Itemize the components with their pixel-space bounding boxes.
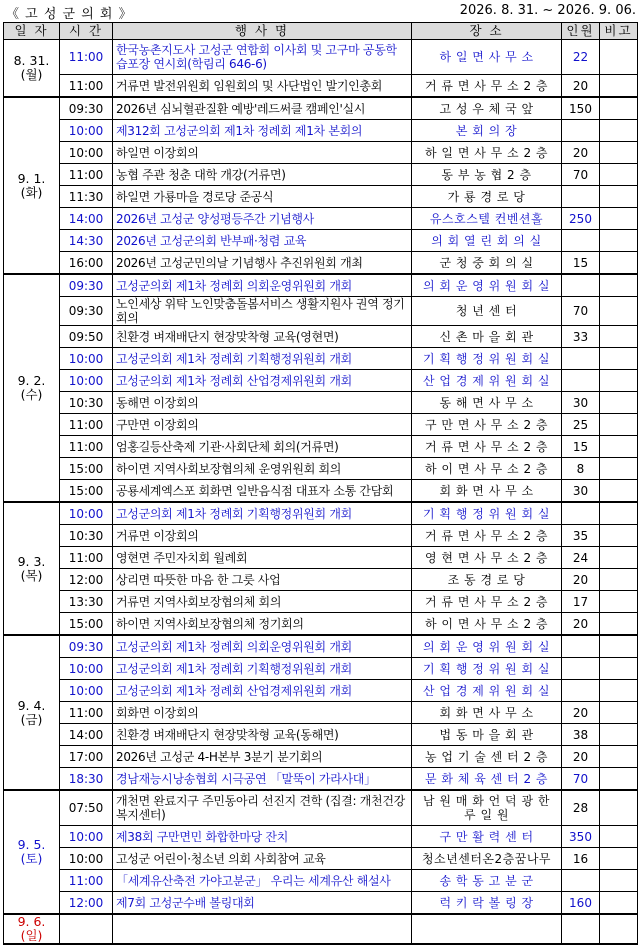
event-place: 하 이 면 사 무 소 2 층 bbox=[412, 613, 562, 636]
event-note bbox=[600, 826, 638, 848]
event-note bbox=[600, 142, 638, 164]
event-name: 하일면 가룡마을 경로당 준공식 bbox=[113, 186, 412, 208]
event-time: 11:00 bbox=[60, 75, 113, 98]
event-place: 구 만 활 력 센 터 bbox=[412, 826, 562, 848]
empty-cell bbox=[60, 914, 113, 944]
event-name: 고성군의회 제1차 정례회 의회운영위원회 개회 bbox=[113, 274, 412, 297]
event-note bbox=[600, 547, 638, 569]
day-date: 9. 6.(일) bbox=[4, 914, 60, 944]
empty-cell bbox=[412, 914, 562, 944]
table-row bbox=[4, 746, 638, 768]
event-place: 의 회 운 영 위 원 회 실 bbox=[412, 274, 562, 297]
event-place: 거 류 면 사 무 소 2 층 bbox=[412, 436, 562, 458]
event-name: 고성군의회 제1차 정례회 의회운영위원회 개회 bbox=[113, 635, 412, 658]
event-note bbox=[600, 252, 638, 275]
table-row bbox=[4, 502, 638, 525]
table-row bbox=[4, 724, 638, 746]
table-row bbox=[4, 547, 638, 569]
event-note bbox=[600, 848, 638, 870]
event-count: 70 bbox=[562, 164, 600, 186]
event-note bbox=[600, 635, 638, 658]
day-row-empty bbox=[4, 914, 638, 944]
table-row bbox=[4, 120, 638, 142]
event-name: 거류면 지역사회보장협의체 회의 bbox=[113, 591, 412, 613]
event-place: 본 회 의 장 bbox=[412, 120, 562, 142]
event-count bbox=[562, 274, 600, 297]
event-name: 거류면 이장회의 bbox=[113, 525, 412, 547]
event-name: 한국농촌지도사 고성군 연합회 이사회 및 고구마 공동학습포장 연시회(학림리 646-6) bbox=[113, 40, 412, 75]
event-name: 노인세상 위탁 노인맞춤돌봄서비스 생활지원사 권역 정기회의 bbox=[113, 297, 412, 326]
event-time: 14:00 bbox=[60, 208, 113, 230]
event-name: 「세계유산축전 가야고분군」 우리는 세계유산 해설사 bbox=[113, 870, 412, 892]
event-count: 35 bbox=[562, 525, 600, 547]
event-note bbox=[600, 458, 638, 480]
event-place: 가 룡 경 로 당 bbox=[412, 186, 562, 208]
table-row bbox=[4, 186, 638, 208]
col-event: 행 사 명 bbox=[113, 23, 412, 40]
event-note bbox=[600, 120, 638, 142]
event-place: 의 회 열 린 회 의 실 bbox=[412, 230, 562, 252]
event-note bbox=[600, 414, 638, 436]
event-name: 상리면 따뜻한 마음 한 그릇 사업 bbox=[113, 569, 412, 591]
table-row bbox=[4, 658, 638, 680]
event-count: 20 bbox=[562, 569, 600, 591]
event-count bbox=[562, 502, 600, 525]
table-row bbox=[4, 97, 638, 120]
event-time: 17:00 bbox=[60, 746, 113, 768]
event-name: 고성군 어린이·청소년 의회 사회참여 교육 bbox=[113, 848, 412, 870]
event-time: 10:00 bbox=[60, 848, 113, 870]
table-row bbox=[4, 392, 638, 414]
event-count: 20 bbox=[562, 142, 600, 164]
event-name: 2026년 고성군의회 반부패·청렴 교육 bbox=[113, 230, 412, 252]
event-place: 남 원 매 화 언 덕 광 한 루 일 원 bbox=[412, 790, 562, 826]
event-time: 10:00 bbox=[60, 142, 113, 164]
event-name: 구만면 이장회의 bbox=[113, 414, 412, 436]
event-count: 70 bbox=[562, 297, 600, 326]
event-place: 농 업 기 술 센 터 2 층 bbox=[412, 746, 562, 768]
event-note bbox=[600, 392, 638, 414]
table-row bbox=[4, 414, 638, 436]
event-time: 11:00 bbox=[60, 164, 113, 186]
event-note bbox=[600, 870, 638, 892]
event-place: 군 청 중 회 의 실 bbox=[412, 252, 562, 275]
event-place: 거 류 면 사 무 소 2 층 bbox=[412, 525, 562, 547]
event-time: 14:00 bbox=[60, 724, 113, 746]
event-count: 28 bbox=[562, 790, 600, 826]
event-note bbox=[600, 97, 638, 120]
event-place: 하 이 면 사 무 소 2 층 bbox=[412, 458, 562, 480]
event-name: 2026년 고성군 4-H본부 3분기 분기회의 bbox=[113, 746, 412, 768]
event-note bbox=[600, 370, 638, 392]
table-row bbox=[4, 348, 638, 370]
event-note bbox=[600, 768, 638, 791]
event-time: 16:00 bbox=[60, 252, 113, 275]
event-note bbox=[600, 480, 638, 503]
event-name: 공룡세계엑스포 회화면 일반음식점 대표자 소통 간담회 bbox=[113, 480, 412, 503]
event-note bbox=[600, 569, 638, 591]
event-time: 10:00 bbox=[60, 370, 113, 392]
schedule-table bbox=[3, 22, 638, 945]
event-note bbox=[600, 348, 638, 370]
event-count: 38 bbox=[562, 724, 600, 746]
event-time: 18:30 bbox=[60, 768, 113, 791]
event-place: 럭 키 락 볼 링 장 bbox=[412, 892, 562, 915]
event-count: 30 bbox=[562, 392, 600, 414]
event-count bbox=[562, 658, 600, 680]
event-name: 농협 주관 청춘 대학 개강(거류면) bbox=[113, 164, 412, 186]
event-note bbox=[600, 525, 638, 547]
event-time: 11:00 bbox=[60, 702, 113, 724]
event-place: 회 화 면 사 무 소 bbox=[412, 702, 562, 724]
table-row bbox=[4, 142, 638, 164]
table-row bbox=[4, 297, 638, 326]
day-date: 8. 31. (월) bbox=[4, 40, 60, 98]
event-note bbox=[600, 658, 638, 680]
event-count bbox=[562, 680, 600, 702]
event-place: 산 업 경 제 위 원 회 실 bbox=[412, 370, 562, 392]
event-time: 12:00 bbox=[60, 569, 113, 591]
event-count: 8 bbox=[562, 458, 600, 480]
event-name: 고성군의회 제1차 정례회 기획행정위원회 개회 bbox=[113, 348, 412, 370]
event-place: 거 류 면 사 무 소 2 층 bbox=[412, 591, 562, 613]
event-note bbox=[600, 164, 638, 186]
col-count: 인원 bbox=[562, 23, 600, 40]
event-count: 20 bbox=[562, 746, 600, 768]
table-row bbox=[4, 274, 638, 297]
event-name: 고성군의회 제1차 정례회 산업경제위원회 개회 bbox=[113, 370, 412, 392]
table-row bbox=[4, 826, 638, 848]
table-row bbox=[4, 635, 638, 658]
col-note: 비고 bbox=[600, 23, 638, 40]
event-note bbox=[600, 591, 638, 613]
table-row bbox=[4, 208, 638, 230]
col-date: 일 자 bbox=[4, 23, 60, 40]
event-name: 친환경 벼재배단지 현장맞착형 교육(동해면) bbox=[113, 724, 412, 746]
event-name: 고성군의회 제1차 정례회 산업경제위원회 개회 bbox=[113, 680, 412, 702]
event-note bbox=[600, 40, 638, 75]
event-time: 15:00 bbox=[60, 480, 113, 503]
event-time: 10:00 bbox=[60, 826, 113, 848]
event-count: 24 bbox=[562, 547, 600, 569]
event-time: 09:50 bbox=[60, 326, 113, 348]
day-date: 9. 1. (화) bbox=[4, 97, 60, 274]
event-place: 영 현 면 사 무 소 2 층 bbox=[412, 547, 562, 569]
event-count bbox=[562, 370, 600, 392]
event-count: 250 bbox=[562, 208, 600, 230]
event-time: 13:30 bbox=[60, 591, 113, 613]
empty-cell bbox=[113, 914, 412, 944]
event-count bbox=[562, 120, 600, 142]
event-time: 09:30 bbox=[60, 97, 113, 120]
event-time: 11:00 bbox=[60, 436, 113, 458]
event-count: 70 bbox=[562, 768, 600, 791]
table-row bbox=[4, 40, 638, 75]
event-name: 하일면 이장회의 bbox=[113, 142, 412, 164]
event-time: 10:30 bbox=[60, 525, 113, 547]
event-time: 11:00 bbox=[60, 547, 113, 569]
event-place: 기 획 행 정 위 원 회 실 bbox=[412, 658, 562, 680]
event-name: 동해면 이장회의 bbox=[113, 392, 412, 414]
council-title: 《 고 성 군 의 회 》 bbox=[6, 7, 133, 22]
event-time: 09:30 bbox=[60, 297, 113, 326]
event-name: 고성군의회 제1차 정례회 기획행정위원회 개회 bbox=[113, 658, 412, 680]
event-place: 송 학 동 고 분 군 bbox=[412, 870, 562, 892]
event-time: 09:30 bbox=[60, 635, 113, 658]
day-date: 9. 3.(목) bbox=[4, 502, 60, 635]
event-count bbox=[562, 870, 600, 892]
event-place: 하 일 면 사 무 소 2 층 bbox=[412, 142, 562, 164]
event-place: 유스호스텔 컨벤션홀 bbox=[412, 208, 562, 230]
event-note bbox=[600, 724, 638, 746]
event-place: 구 만 면 사 무 소 2 층 bbox=[412, 414, 562, 436]
col-place: 장 소 bbox=[412, 23, 562, 40]
event-count bbox=[562, 230, 600, 252]
event-place: 고 성 우 체 국 앞 bbox=[412, 97, 562, 120]
event-place: 문 화 체 육 센 터 2 층 bbox=[412, 768, 562, 791]
event-place: 동 해 면 사 무 소 bbox=[412, 392, 562, 414]
event-time: 07:50 bbox=[60, 790, 113, 826]
date-range: 2026. 8. 31. ~ 2026. 9. 06. bbox=[459, 3, 636, 18]
table-row bbox=[4, 525, 638, 547]
day-date: 9. 4.(금) bbox=[4, 635, 60, 790]
event-name: 회화면 이장회의 bbox=[113, 702, 412, 724]
event-place: 의 회 운 영 위 원 회 실 bbox=[412, 635, 562, 658]
event-time: 15:00 bbox=[60, 458, 113, 480]
table-row bbox=[4, 680, 638, 702]
event-place: 기 획 행 정 위 원 회 실 bbox=[412, 502, 562, 525]
event-time: 10:00 bbox=[60, 680, 113, 702]
event-count bbox=[562, 348, 600, 370]
table-row bbox=[4, 75, 638, 98]
event-count: 20 bbox=[562, 613, 600, 636]
event-name: 고성군의회 제1차 정례회 기획행정위원회 개회 bbox=[113, 502, 412, 525]
event-place: 하 일 면 사 무 소 bbox=[412, 40, 562, 75]
event-place: 청소년센터온2층꿈나무 bbox=[412, 848, 562, 870]
event-place: 거 류 면 사 무 소 2 층 bbox=[412, 75, 562, 98]
event-time: 10:00 bbox=[60, 120, 113, 142]
event-count: 22 bbox=[562, 40, 600, 75]
event-note bbox=[600, 297, 638, 326]
event-count bbox=[562, 635, 600, 658]
event-place: 동 부 농 협 2 층 bbox=[412, 164, 562, 186]
event-name: 하이면 지역사회보장협의체 정기회의 bbox=[113, 613, 412, 636]
event-note bbox=[600, 326, 638, 348]
event-name: 2026년 고성군민의날 기념행사 추진위원회 개최 bbox=[113, 252, 412, 275]
event-name: 제312회 고성군의회 제1차 정례회 제1차 본회의 bbox=[113, 120, 412, 142]
event-time: 12:00 bbox=[60, 892, 113, 915]
event-note bbox=[600, 186, 638, 208]
event-name: 하이면 지역사회보장협의체 운영위원회 회의 bbox=[113, 458, 412, 480]
table-row bbox=[4, 326, 638, 348]
day-date: 9. 2. (수) bbox=[4, 274, 60, 502]
empty-cell bbox=[600, 914, 638, 944]
event-count: 16 bbox=[562, 848, 600, 870]
event-count: 25 bbox=[562, 414, 600, 436]
event-note bbox=[600, 274, 638, 297]
table-row bbox=[4, 164, 638, 186]
schedule-header bbox=[0, 0, 640, 22]
event-time: 11:00 bbox=[60, 40, 113, 75]
event-name: 제38회 구만면민 화합한마당 잔치 bbox=[113, 826, 412, 848]
event-place: 신 촌 마 을 회 관 bbox=[412, 326, 562, 348]
table-row bbox=[4, 458, 638, 480]
table-row bbox=[4, 370, 638, 392]
event-count: 160 bbox=[562, 892, 600, 915]
table-row bbox=[4, 480, 638, 503]
table-row bbox=[4, 230, 638, 252]
event-count: 150 bbox=[562, 97, 600, 120]
event-note bbox=[600, 680, 638, 702]
table-row bbox=[4, 768, 638, 791]
event-count bbox=[562, 186, 600, 208]
event-count: 15 bbox=[562, 252, 600, 275]
event-count: 33 bbox=[562, 326, 600, 348]
table-row bbox=[4, 870, 638, 892]
event-time: 10:30 bbox=[60, 392, 113, 414]
event-note bbox=[600, 75, 638, 98]
event-name: 경남재능시낭송협회 시극공연 「말뚝이 가라사대」 bbox=[113, 768, 412, 791]
table-row bbox=[4, 892, 638, 915]
event-name: 제7회 고성군수배 볼링대회 bbox=[113, 892, 412, 915]
event-note bbox=[600, 208, 638, 230]
event-time: 11:30 bbox=[60, 186, 113, 208]
event-count: 30 bbox=[562, 480, 600, 503]
event-name: 2026년 심뇌혈관질환 예방'레드써클 캠페인'실시 bbox=[113, 97, 412, 120]
col-time: 시 간 bbox=[60, 23, 113, 40]
table-row bbox=[4, 591, 638, 613]
event-place: 조 동 경 로 당 bbox=[412, 569, 562, 591]
event-place: 법 동 마 을 회 관 bbox=[412, 724, 562, 746]
table-row bbox=[4, 569, 638, 591]
event-time: 10:00 bbox=[60, 658, 113, 680]
event-note bbox=[600, 230, 638, 252]
event-note bbox=[600, 613, 638, 636]
event-count: 15 bbox=[562, 436, 600, 458]
event-count: 20 bbox=[562, 75, 600, 98]
event-name: 영현면 주민자치회 월례회 bbox=[113, 547, 412, 569]
table-row bbox=[4, 436, 638, 458]
event-place: 산 업 경 제 위 원 회 실 bbox=[412, 680, 562, 702]
table-row bbox=[4, 252, 638, 275]
table-row bbox=[4, 848, 638, 870]
event-time: 11:00 bbox=[60, 870, 113, 892]
event-place: 청 년 센 터 bbox=[412, 297, 562, 326]
event-count: 17 bbox=[562, 591, 600, 613]
event-time: 09:30 bbox=[60, 274, 113, 297]
event-count: 20 bbox=[562, 702, 600, 724]
event-name: 친환경 벼재배단지 현장맞착형 교육(영현면) bbox=[113, 326, 412, 348]
table-row bbox=[4, 790, 638, 826]
event-place: 회 화 면 사 무 소 bbox=[412, 480, 562, 503]
event-place: 기 획 행 정 위 원 회 실 bbox=[412, 348, 562, 370]
event-time: 10:00 bbox=[60, 348, 113, 370]
event-name: 엄홍길등산축제 기관·사회단체 회의(거류면) bbox=[113, 436, 412, 458]
event-name: 2026년 고성군 양성평등주간 기념행사 bbox=[113, 208, 412, 230]
event-name: 거류면 발전위원회 임원회의 및 사단법인 발기인총회 bbox=[113, 75, 412, 98]
event-time: 10:00 bbox=[60, 502, 113, 525]
table-row bbox=[4, 702, 638, 724]
schedule-body bbox=[4, 40, 638, 945]
event-name: 개천면 완료지구 주민동아리 선진지 견학 (집결: 개천건강복지센터) bbox=[113, 790, 412, 826]
event-time: 15:00 bbox=[60, 613, 113, 636]
event-note bbox=[600, 892, 638, 915]
event-note bbox=[600, 702, 638, 724]
event-note bbox=[600, 502, 638, 525]
event-note bbox=[600, 746, 638, 768]
day-date: 9. 5.(토) bbox=[4, 790, 60, 914]
empty-cell bbox=[562, 914, 600, 944]
event-count: 350 bbox=[562, 826, 600, 848]
table-header-row bbox=[4, 23, 638, 40]
event-time: 11:00 bbox=[60, 414, 113, 436]
event-time: 14:30 bbox=[60, 230, 113, 252]
table-row bbox=[4, 613, 638, 636]
event-note bbox=[600, 790, 638, 826]
event-note bbox=[600, 436, 638, 458]
